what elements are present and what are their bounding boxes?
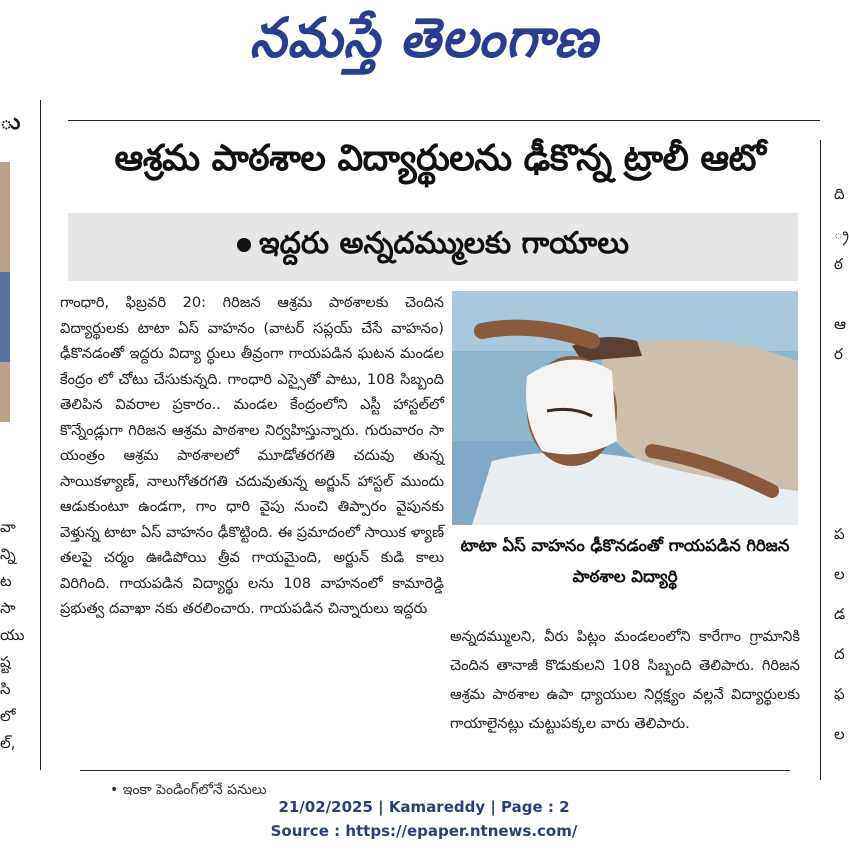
right-column-fragment: ది ్ర ఠ ఆ ర ప ల డ ద ఫ ల	[834, 185, 849, 743]
article-body-left	[60, 290, 444, 622]
column-divider	[40, 100, 41, 770]
masthead-title: నమస్తే తెలంగాణ	[249, 6, 599, 71]
article-bottom-rule	[80, 770, 790, 771]
footer-edition-info: 21/02/2025 | Kamareddy | Page : 2	[278, 798, 570, 816]
article-headline: ఆశ్రమ పాఠశాల విద్యార్థులను ఢీకొన్న ట్రాలీ ఆటో	[114, 138, 766, 179]
page-footer	[0, 795, 848, 843]
article-top-rule	[68, 120, 820, 121]
injured-student-photo	[452, 291, 798, 525]
article-body-right	[450, 622, 800, 738]
adjacent-photo-fragment	[0, 162, 10, 422]
column-divider	[820, 140, 821, 780]
article-photo	[452, 291, 798, 525]
bullet-icon	[237, 238, 251, 252]
footer-source: Source : https://epaper.ntnews.com/	[270, 822, 578, 840]
article-subheadline: ఇద్దరు అన్నదమ్ములకు గాయాలు	[258, 226, 630, 261]
next-article-fragment: • ఇంకా పెండింగ్‌లోనే పనులు	[110, 782, 267, 798]
body-paragraph: అన్నదమ్ములని, వీరు పిట్లం మండలంలోని కారేగాం గ్రామానికి చెందిన తానాజీ కొడుకులని 108 సిబ్బంది తెలిపారు. గిరిజన ఆశ్రమ పాఠశాల ఉపా ధ్యాయుల నిర్లక్ష్యం వల్లనే విద్యార్థులకు గాయాలైనట్లు చుట్టుపక్కల వారు తెలిపారు.	[450, 628, 800, 732]
body-paragraph: గాంధారి, ఫిబ్రవరి 20: గిరిజన ఆశ్రమ పాఠశాలకు చెందిన విద్యార్థులకు టాటా ఏస్‌ వాహనం (వాటర్‌ సప్లయ్‌ చేసే వాహనం) ఢీకొనడంతో ఇద్దరు విద్యా ర్థులు తీవ్రంగా గాయపడిన ఘటన మండల కేంద్రం లో చోటు చేసుకున్నది. గాంధారి ఎస్సైతో పాటు, 108 సిబ్బంది తెలిపిన వివరాల ప్రకారం.. మండల కేంద్రంలోని ఎస్టీ హాస్టల్‌లో కొన్నేండ్లుగా గిరిజన ఆశ్రమ పాఠశాల నిర్వహిస్తున్నారు. గురువారం సా యంత్రం ఆశ్రమ పాఠశాలలో మూడోతరగతి చదువు తున్న సాయికళ్యాణ్‌, నాలుగోతరగతి చదువుతున్న అర్జున్‌ హాస్టల్‌ ముందు ఆడుకుంటూ ఉండగా, గాం ధారి వైపు నుంచి తిప్పారం వైపునకు వెళ్తున్న టాటా ఏస్‌ వాహనం ఢీకొట్టింది. ఈ ప్రమాదంలో సాయిక ళ్యాణ్‌ తలపై చర్మం ఊడిపోయి త్రీవ గాయమైంది, అర్జున్‌ కుడి కాలు విరిగింది. గాయపడిన విద్యార్థు లను 108 వాహనంలో కామారెడ్డి ప్రభుత్వ దవాఖా నకు తరలించారు. గాయపడిన చిన్నారులు ఇద్దరు	[60, 294, 444, 617]
photo-caption: టాటా ఏస్‌ వాహనం ఢీకొనడంతో గాయపడిన గిరిజన పాఠశాల విద్యార్థి	[460, 536, 790, 586]
subheadline-band	[68, 213, 798, 281]
left-column-fragment: ు వా న్ని ట సా యు ష్ట సి లో ల్,	[0, 110, 25, 752]
masthead	[0, 0, 848, 90]
